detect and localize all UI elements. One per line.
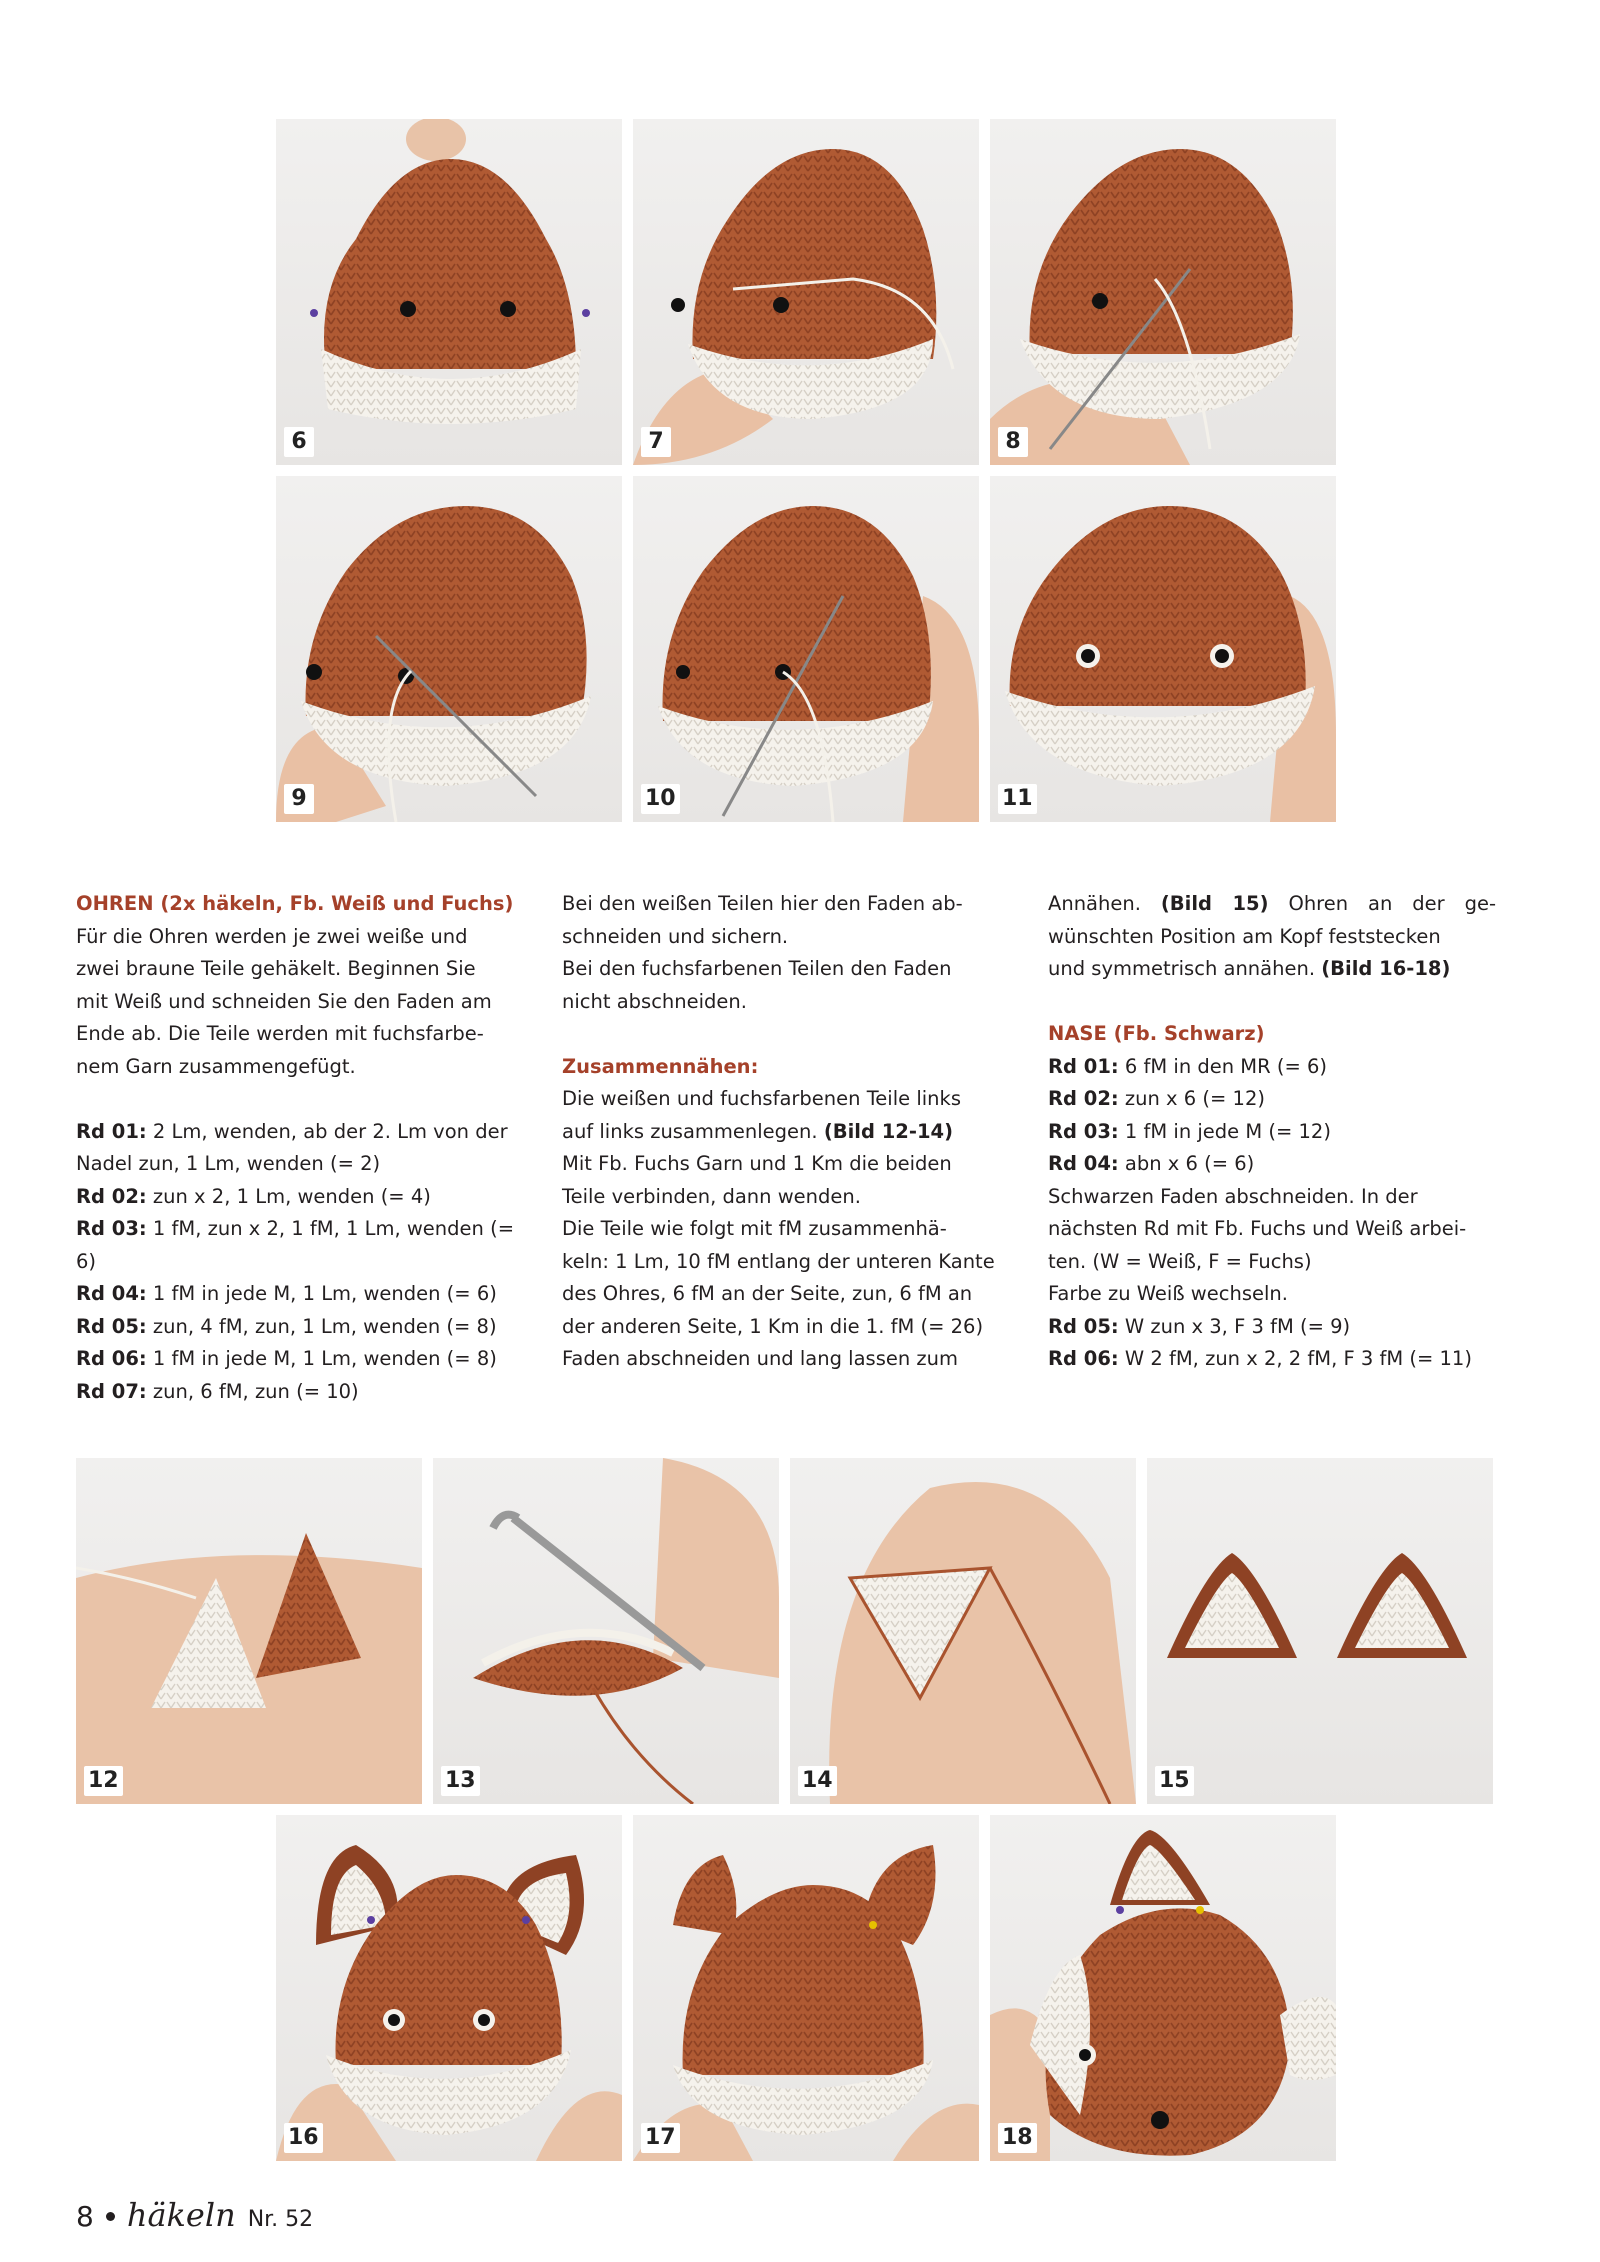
text-line: Farbe zu Weiß wechseln. bbox=[1048, 1282, 1288, 1305]
magazine-title: häkeln bbox=[126, 2196, 236, 2234]
text-line: mit Weiß und schneiden Sie den Faden am bbox=[76, 989, 492, 1013]
photo-13 bbox=[433, 1458, 779, 1804]
text-line: Annähen. (Bild 15) Ohren an der ge- bbox=[1048, 892, 1497, 915]
text-line: nächsten Rd mit Fb. Fuchs und Weiß arbei- bbox=[1048, 1217, 1467, 1240]
bullet-separator bbox=[106, 2212, 115, 2221]
text-line: Bei den weißen Teilen hier den Faden ab- bbox=[562, 892, 963, 915]
text-line: auf links zusammenlegen. (Bild 12-14) bbox=[562, 1119, 953, 1143]
text-line: Für die Ohren werden je zwei weiße und bbox=[76, 924, 468, 948]
photo-7 bbox=[633, 119, 979, 465]
photo-number: 9 bbox=[284, 784, 314, 814]
text-line: wünschten Position am Kopf feststecken bbox=[1048, 924, 1441, 948]
column-ohren bbox=[76, 888, 524, 1408]
photo-number: 10 bbox=[641, 784, 680, 814]
photo-6 bbox=[276, 119, 622, 465]
photo-number: 8 bbox=[998, 427, 1028, 457]
text-line: Faden abschneiden und lang lassen zum bbox=[562, 1347, 959, 1370]
photo-number: 14 bbox=[798, 1766, 837, 1796]
photo-12 bbox=[76, 1458, 422, 1804]
column-nase bbox=[1048, 888, 1496, 1376]
text-line: des Ohres, 6 fM an der Seite, zun, 6 fM an bbox=[562, 1282, 973, 1305]
photo-number: 12 bbox=[84, 1766, 123, 1796]
fox-head-photo bbox=[633, 476, 979, 822]
photo-10 bbox=[633, 476, 979, 822]
round-line: Rd 05: zun, 4 fM, zun, 1 Lm, wenden (= 8) bbox=[76, 1314, 497, 1338]
text-line: Ende ab. Die Teile werden mit fuchsfarbe- bbox=[76, 1022, 484, 1045]
photo-14 bbox=[790, 1458, 1136, 1804]
fox-back-photo bbox=[633, 1815, 979, 2161]
issue-number: Nr. 52 bbox=[247, 2207, 314, 2232]
photo-16 bbox=[276, 1815, 622, 2161]
round-line: Rd 01: 6 fM in den MR (= 6) bbox=[1048, 1054, 1328, 1078]
round-line: Rd 06: W 2 fM, zun x 2, 2 fM, F 3 fM (= 11) bbox=[1048, 1347, 1472, 1370]
text-line: Schwarzen Faden abschneiden. In der bbox=[1048, 1184, 1418, 1208]
section-heading-zusammennaehen: Zusammennähen: bbox=[562, 1054, 759, 1078]
round-line: Rd 03: 1 fM in jede M (= 12) bbox=[1048, 1119, 1331, 1143]
text-line: schneiden und sichern. bbox=[562, 924, 789, 948]
round-line: Rd 02: zun x 2, 1 Lm, wenden (= 4) bbox=[76, 1184, 431, 1208]
round-line: Rd 02: zun x 6 (= 12) bbox=[1048, 1087, 1265, 1110]
text-line: nicht abschneiden. bbox=[562, 989, 747, 1013]
round-line: Nadel zun, 1 Lm, wenden (= 2) bbox=[76, 1152, 381, 1175]
round-line: Rd 07: zun, 6 fM, zun (= 10) bbox=[76, 1379, 359, 1403]
text-line: der anderen Seite, 1 Km in die 1. fM (= 26) bbox=[562, 1314, 984, 1338]
text-line: Bei den fuchsfarbenen Teilen den Faden bbox=[562, 957, 952, 980]
photo-11 bbox=[990, 476, 1336, 822]
fox-head-photo bbox=[633, 119, 979, 465]
text-line: Mit Fb. Fuchs Garn und 1 Km die beiden bbox=[562, 1152, 952, 1175]
round-line: Rd 03: 1 fM, zun x 2, 1 fM, 1 Lm, wenden (= 6) bbox=[76, 1217, 515, 1273]
fox-with-ears-photo bbox=[276, 1815, 622, 2161]
photo-number: 11 bbox=[998, 784, 1037, 814]
photo-number: 13 bbox=[441, 1766, 480, 1796]
photo-number: 15 bbox=[1155, 1766, 1194, 1796]
ear-crochet-photo bbox=[433, 1458, 779, 1804]
photo-number: 18 bbox=[998, 2123, 1037, 2153]
page-footer bbox=[76, 2196, 313, 2234]
column-zusammennaehen bbox=[562, 888, 1010, 1376]
photo-17 bbox=[633, 1815, 979, 2161]
finished-ears-photo bbox=[1147, 1458, 1493, 1804]
fox-head-photo bbox=[276, 119, 622, 465]
photo-number: 7 bbox=[641, 427, 671, 457]
section-heading-ohren: OHREN (2x häkeln, Fb. Weiß und Fuchs) bbox=[76, 892, 514, 915]
photo-9 bbox=[276, 476, 622, 822]
round-line: Rd 01: 2 Lm, wenden, ab der 2. Lm von der bbox=[76, 1119, 508, 1143]
photo-8 bbox=[990, 119, 1336, 465]
section-heading-nase: NASE (Fb. Schwarz) bbox=[1048, 1022, 1265, 1045]
fox-head-photo bbox=[990, 476, 1336, 822]
text-line: Die weißen und fuchsfarbenen Teile links bbox=[562, 1087, 961, 1110]
round-line: Rd 05: W zun x 3, F 3 fM (= 9) bbox=[1048, 1314, 1351, 1338]
text-line: keln: 1 Lm, 10 fM entlang der unteren Kante bbox=[562, 1249, 995, 1273]
text-line: ten. (W = Weiß, F = Fuchs) bbox=[1048, 1249, 1312, 1273]
text-line: nem Garn zusammengefügt. bbox=[76, 1054, 356, 1078]
round-line: Rd 04: 1 fM in jede M, 1 Lm, wenden (= 6) bbox=[76, 1282, 497, 1305]
text-line: und symmetrisch annähen. (Bild 16-18) bbox=[1048, 957, 1451, 980]
round-line: Rd 06: 1 fM in jede M, 1 Lm, wenden (= 8) bbox=[76, 1347, 497, 1370]
fox-head-photo bbox=[276, 476, 622, 822]
photo-number: 6 bbox=[284, 427, 314, 457]
ear-joined-photo bbox=[790, 1458, 1136, 1804]
text-line: Die Teile wie folgt mit fM zusammenhä- bbox=[562, 1217, 947, 1240]
fox-top-photo bbox=[990, 1815, 1336, 2161]
ear-pieces-photo bbox=[76, 1458, 422, 1804]
photo-number: 17 bbox=[641, 2123, 680, 2153]
page-number: 8 bbox=[76, 2200, 94, 2233]
photo-15 bbox=[1147, 1458, 1493, 1804]
photo-number: 16 bbox=[284, 2123, 323, 2153]
fox-head-photo bbox=[990, 119, 1336, 465]
text-line: Teile verbinden, dann wenden. bbox=[562, 1184, 861, 1208]
photo-18 bbox=[990, 1815, 1336, 2161]
text-line: zwei braune Teile gehäkelt. Beginnen Sie bbox=[76, 957, 476, 980]
round-line: Rd 04: abn x 6 (= 6) bbox=[1048, 1152, 1255, 1175]
